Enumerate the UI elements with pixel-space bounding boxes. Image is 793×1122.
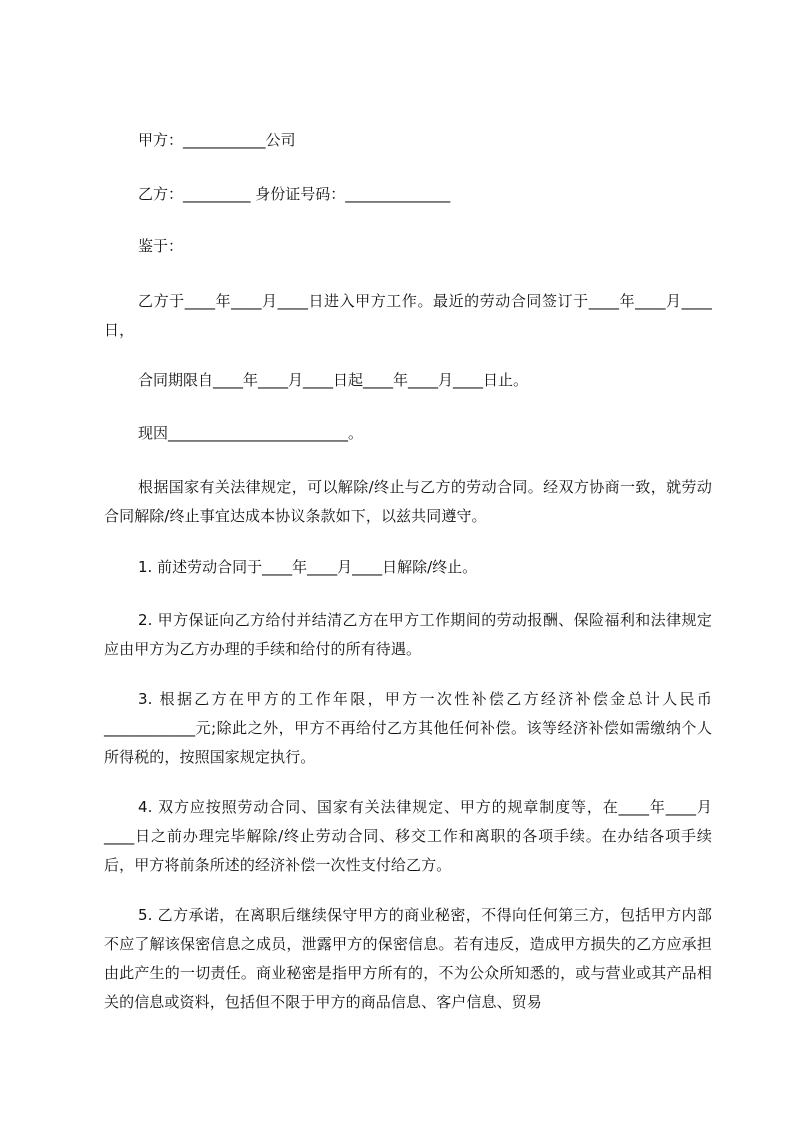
party-a-line: 甲方：___________公司 bbox=[138, 131, 296, 149]
whereas-heading: 鉴于： bbox=[138, 237, 184, 255]
contract-term-line: 合同期限自____年____月____日起____年____月____日止。 bbox=[138, 371, 529, 389]
clause-3: 3. 根据乙方在甲方的工作年限，甲方一次性补偿乙方经济补偿金总计人民币____________元;除此之外，甲方不再给付乙方其他任何补偿。该等经济补偿如需缴纳个人所得税的，按照国家规定执行。 bbox=[104, 690, 712, 766]
clause-1: 1. 前述劳动合同于____年____月____日解除/终止。 bbox=[138, 558, 478, 576]
clause-4: 4. 双方应按照劳动合同、国家有关法律规定、甲方的规章制度等，在____年____月____日之前办理完毕解除/终止劳动合同、移交工作和离职的各项手续。在办结各项手续后，甲方将前条所述的经济补偿一次性支付给乙方。 bbox=[104, 798, 712, 874]
intro-paragraph: 根据国家有关法律规定，可以解除/终止与乙方的劳动合同。经双方协商一致，就劳动合同解除/终止事宜达成本协议条款如下，以兹共同遵守。 bbox=[104, 478, 712, 525]
termination-reason-line: 现因________________________。 bbox=[138, 424, 364, 442]
clause-5: 5. 乙方承诺，在离职后继续保守甲方的商业秘密，不得向任何第三方，包括甲方内部不应了解该保密信息之成员，泄露甲方的保密信息。若有违反，造成甲方损失的乙方应承担由此产生的一切责任。商业秘密是指甲方所有的，不为公众所知悉的，或与营业或其产品相关的信息或资料，包括但不限于甲方的商品信息、客户信息、贸易 bbox=[104, 906, 712, 1011]
party-b-line: 乙方：_________ 身份证号码：______________ bbox=[138, 185, 451, 203]
clause-2: 2. 甲方保证向乙方给付并结清乙方在甲方工作期间的劳动报酬、保险福利和法律规定应由甲方为乙方办理的手续和给付的所有待遇。 bbox=[104, 611, 712, 658]
employment-start-paragraph: 乙方于____年____月____日进入甲方工作。最近的劳动合同签订于____年____月____日， bbox=[104, 292, 712, 339]
